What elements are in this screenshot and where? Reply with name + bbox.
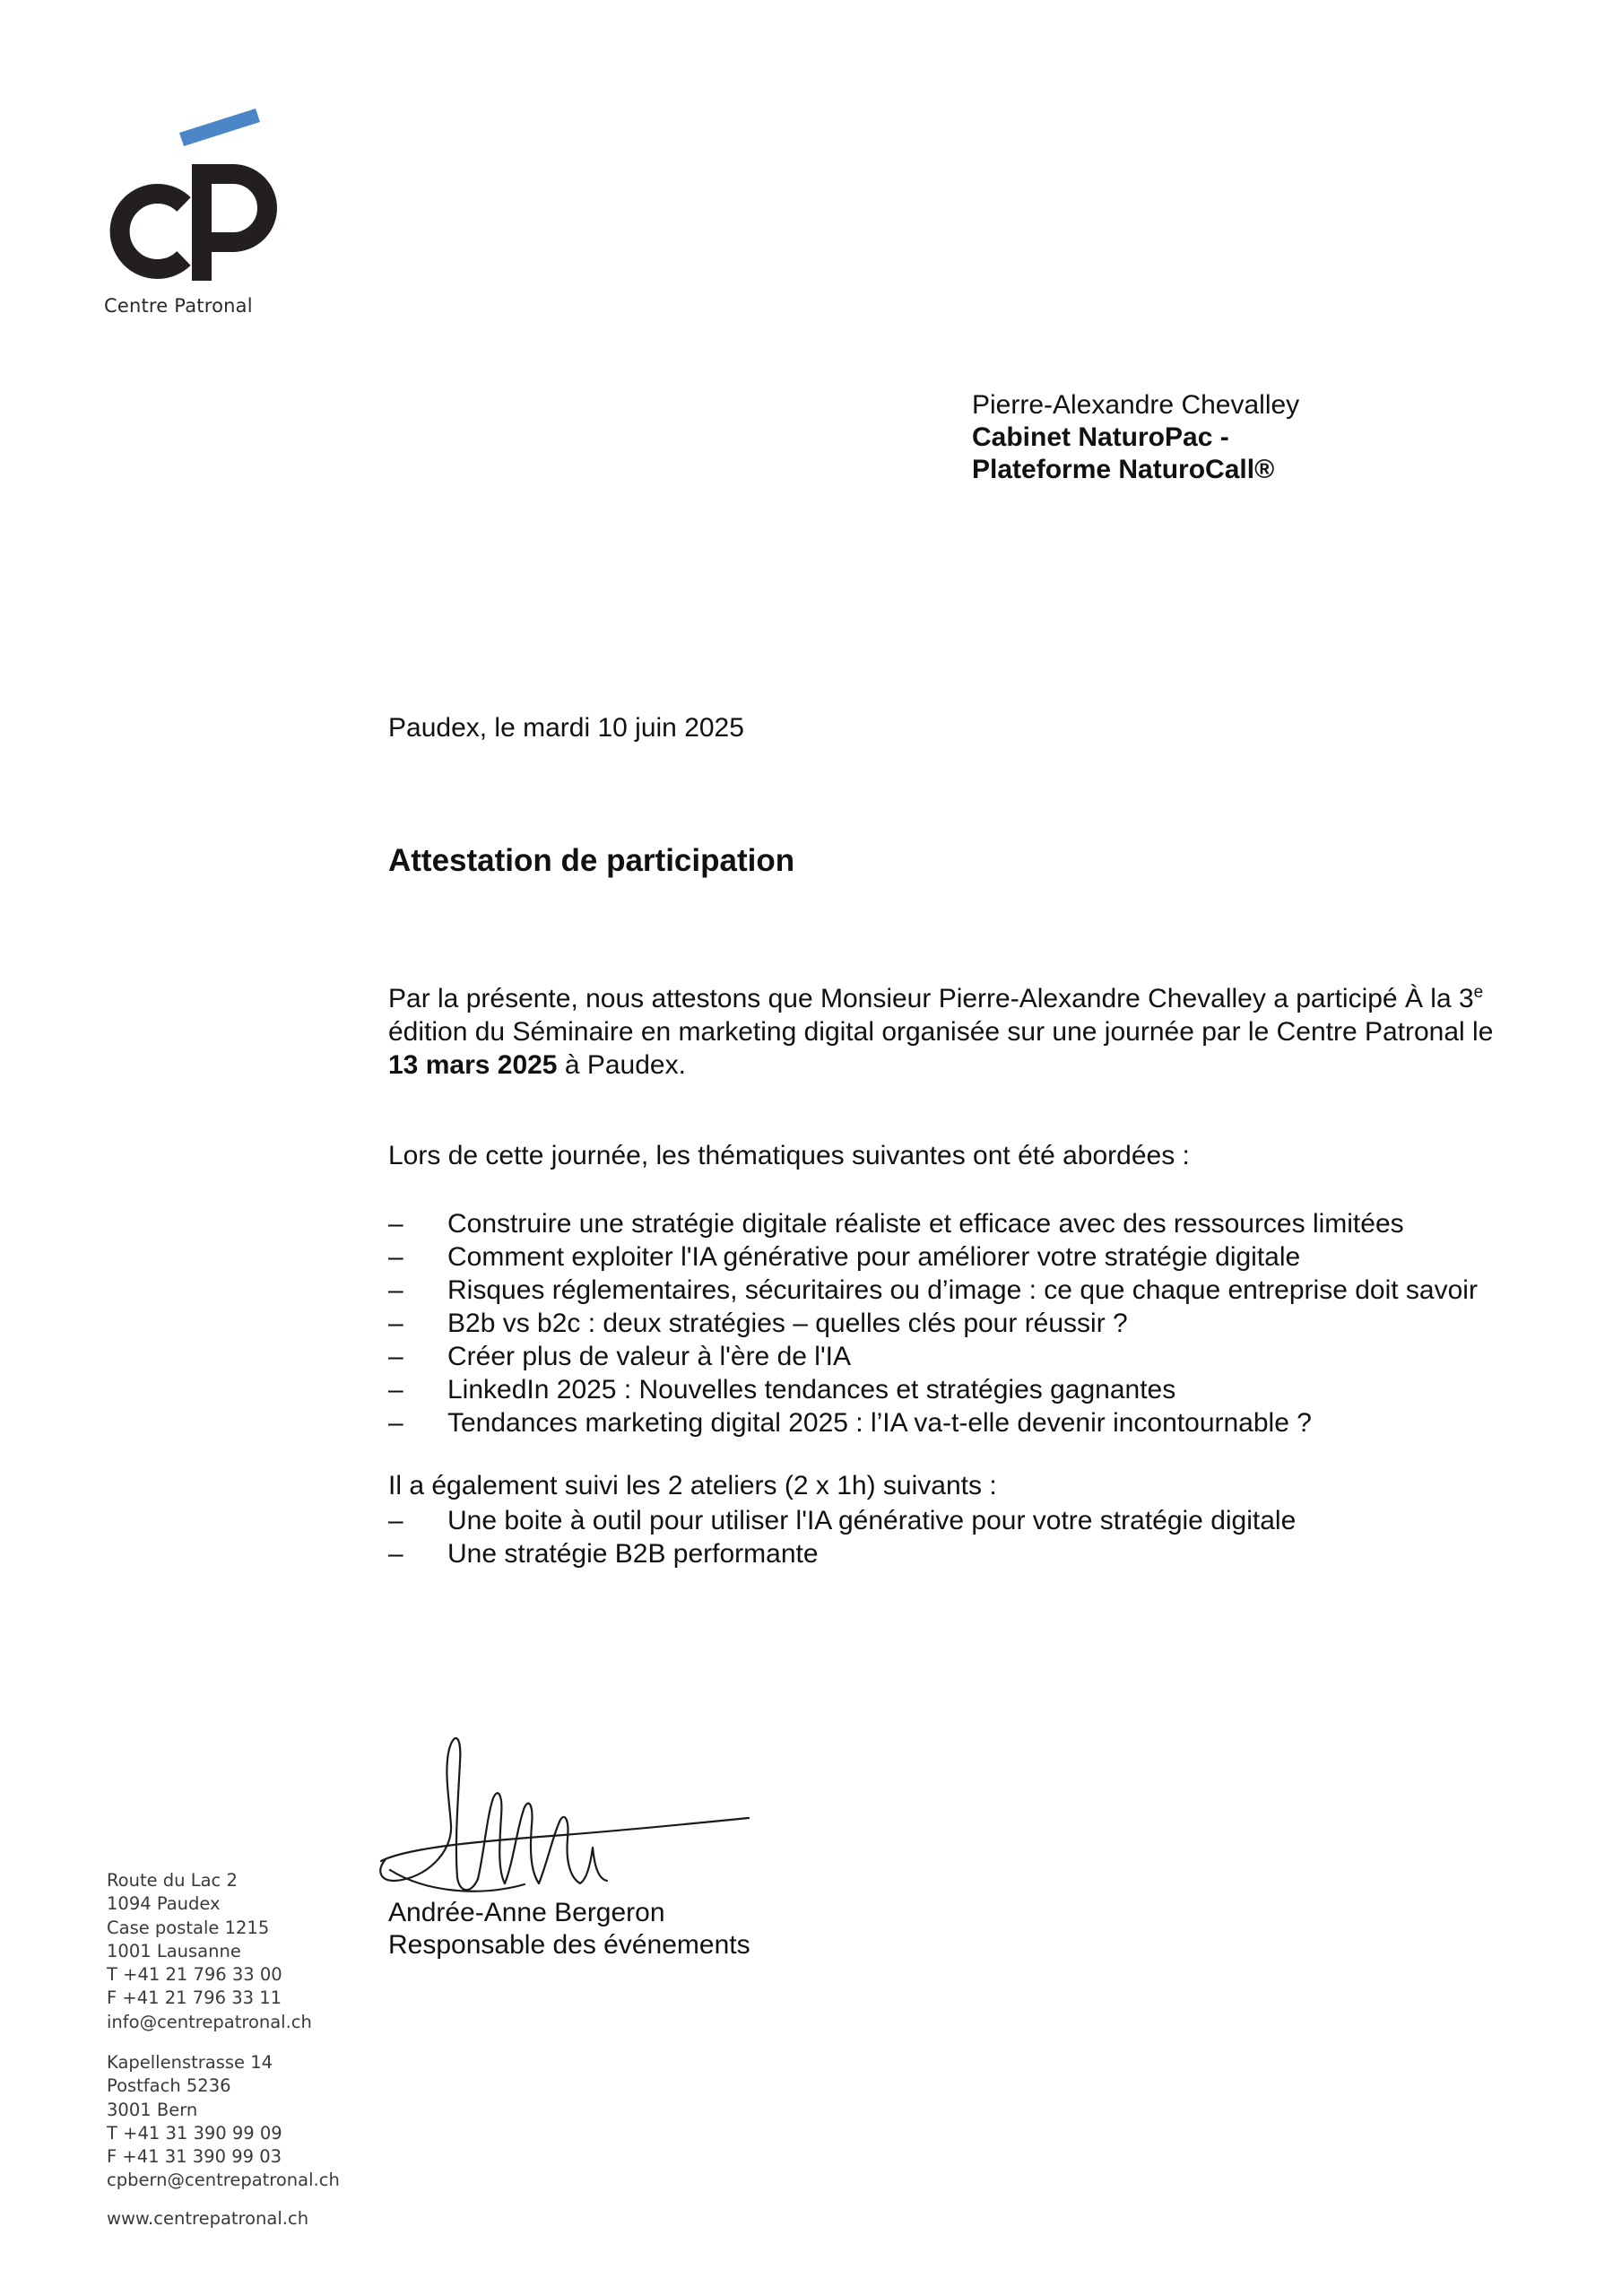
fax-line: F +41 21 796 33 11: [107, 1987, 282, 2009]
date-line: Paudex, le mardi 10 juin 2025: [388, 713, 744, 743]
logo-caption: Centre Patronal: [104, 295, 253, 317]
signature-stroke: [380, 1738, 478, 1890]
bullet-dash: –: [388, 1375, 403, 1405]
address-line: Postfach 5236: [107, 2075, 231, 2097]
list-item: [388, 1307, 1478, 1340]
attestation-paragraph: [388, 982, 1518, 1082]
topics-intro: Lors de cette journée, les thématiques suivantes ont été abordées :: [388, 1141, 1190, 1170]
website: www.centrepatronal.ch: [107, 2208, 309, 2229]
bullet-dash: –: [388, 1408, 403, 1438]
document-title: Attestation de participation: [388, 843, 795, 878]
list-item: [388, 1274, 1478, 1307]
bullet-dash: –: [388, 1275, 403, 1305]
bullet-dash: –: [388, 1539, 403, 1569]
topic-text: Construire une stratégie digitale réaliste et efficace avec des ressources limitées: [447, 1209, 1404, 1239]
email-line: info@centrepatronal.ch: [107, 2011, 312, 2032]
address-line: Kapellenstrasse 14: [107, 2052, 273, 2073]
centre-patronal-logo: [99, 106, 278, 321]
signer-block: [388, 1897, 750, 1961]
bullet-dash: –: [388, 1242, 403, 1272]
signer-role: Responsable des événements: [388, 1930, 750, 1960]
cp-logo-mark: [99, 106, 278, 294]
signer-name: Andrée-Anne Bergeron: [388, 1898, 665, 1927]
list-item: [388, 1340, 1478, 1373]
signature-stroke: [539, 1817, 607, 1883]
address-line: Case postale 1215: [107, 1917, 270, 1938]
logo-accent-stroke: [179, 109, 260, 146]
list-item: [388, 1240, 1478, 1274]
recipient-company: Cabinet NaturoPac -: [972, 422, 1229, 452]
address-lausanne: [107, 1869, 312, 2034]
signature-stroke: [478, 1793, 505, 1883]
address-line: 1094 Paudex: [107, 1893, 221, 1915]
email-line: cpbern@centrepatronal.ch: [107, 2170, 340, 2191]
topic-text: B2b vs b2c : deux stratégies – quelles clés pour réussir ?: [447, 1309, 1128, 1338]
bullet-dash: –: [388, 1309, 403, 1338]
paragraph-date-bold: 13 mars 2025: [388, 1050, 558, 1080]
paragraph-part2: édition du Séminaire en marketing digital organisée sur une journée par le Centre Patronal le: [388, 1017, 1494, 1047]
fax-line: F +41 31 390 99 03: [107, 2146, 282, 2168]
phone-line: T +41 21 796 33 00: [107, 1964, 282, 1986]
list-item: [388, 1504, 1296, 1537]
signature-stroke: [505, 1804, 539, 1883]
list-item: [388, 1406, 1478, 1439]
workshops-intro: Il a également suivi les 2 ateliers (2 x 1h) suivants :: [388, 1471, 997, 1500]
workshop-text: Une boite à outil pour utiliser l'IA générative pour votre stratégie digitale: [447, 1506, 1297, 1535]
paragraph-part1: Par la présente, nous attestons que Monsieur Pierre-Alexandre Chevalley a participé À la 3: [388, 984, 1474, 1013]
topic-text: Tendances marketing digital 2025 : l’IA va-t-elle devenir incontournable ?: [447, 1408, 1312, 1438]
phone-line: T +41 31 390 99 09: [107, 2122, 282, 2144]
paragraph-superscript: e: [1473, 983, 1484, 1002]
workshops-list: [388, 1504, 1296, 1570]
signature-stroke: [381, 1818, 749, 1861]
address-bern: [107, 2051, 340, 2193]
list-item: [388, 1207, 1478, 1240]
workshop-text: Une stratégie B2B performante: [447, 1539, 819, 1569]
handwritten-signature: [372, 1726, 758, 1924]
bullet-dash: –: [388, 1506, 403, 1535]
topic-text: LinkedIn 2025 : Nouvelles tendances et stratégies gagnantes: [447, 1375, 1176, 1405]
logo-letter-c: [120, 194, 184, 269]
bullet-dash: –: [388, 1342, 403, 1371]
topic-text: Risques réglementaires, sécuritaires ou d’image : ce que chaque entreprise doit savoir: [447, 1275, 1478, 1305]
address-line: 3001 Bern: [107, 2099, 198, 2120]
recipient-platform: Plateforme NaturoCall®: [972, 455, 1275, 484]
topics-list: [388, 1207, 1478, 1439]
list-item: [388, 1373, 1478, 1406]
bullet-dash: –: [388, 1209, 403, 1239]
list-item: [388, 1537, 1296, 1570]
recipient-block: [972, 389, 1299, 486]
recipient-name: Pierre-Alexandre Chevalley: [972, 390, 1300, 420]
topic-text: Comment exploiter l'IA générative pour améliorer votre stratégie digitale: [447, 1242, 1301, 1272]
signature-graphic: [372, 1726, 758, 1924]
topic-text: Créer plus de valeur à l'ère de l'IA: [447, 1342, 852, 1371]
address-line: 1001 Lausanne: [107, 1940, 241, 1961]
address-line: Route du Lac 2: [107, 1870, 238, 1891]
paragraph-part3: à Paudex.: [557, 1050, 686, 1080]
